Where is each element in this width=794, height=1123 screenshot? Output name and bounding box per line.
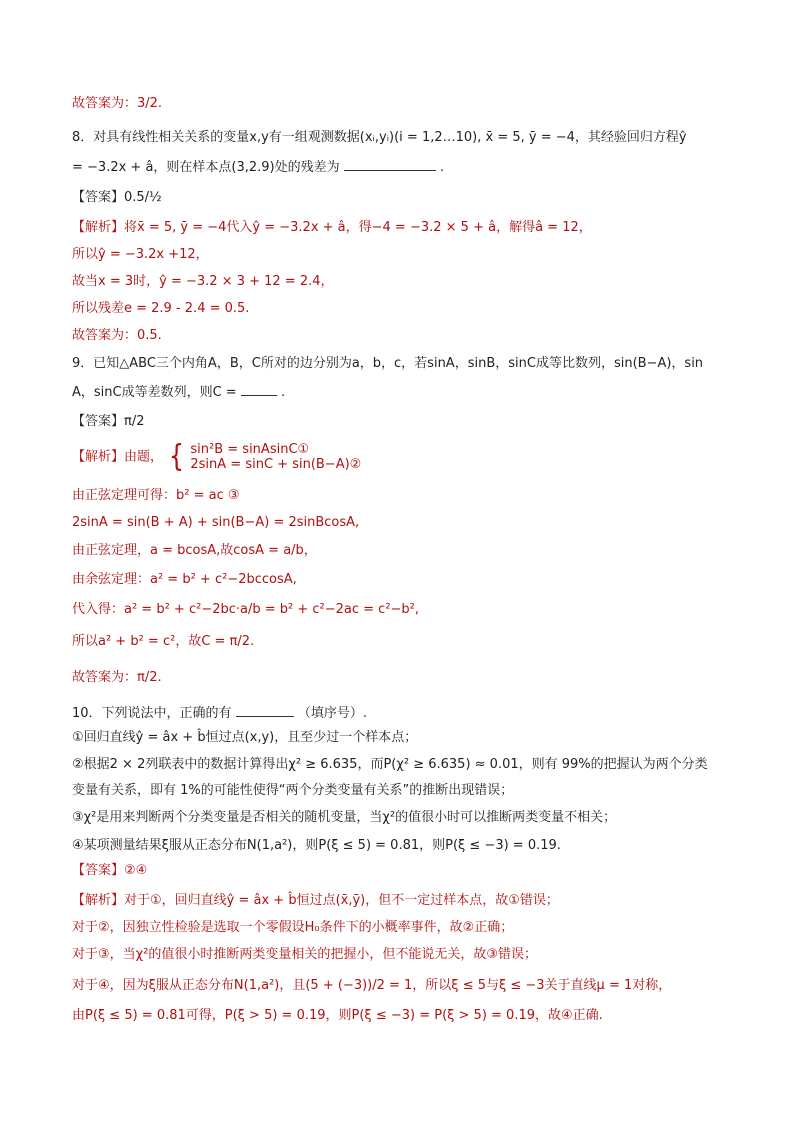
question-9-line2: A，sinC成等差数列，则C = (72, 385, 237, 400)
solution-q9-line2: 由正弦定理可得：b² = ac ③ (72, 488, 240, 503)
question-10-line1: 10．下列说法中，正确的有 (72, 706, 232, 721)
solution-q8-line5: 故答案为：0.5. (72, 328, 162, 343)
option-1: ①回归直线ŷ = âx + b̂恒过点(x,y)，且至少过一个样本点； (72, 730, 418, 745)
solution-q9-line4: 由正弦定理，a = bcosA,故cosA = a/b， (72, 543, 317, 558)
solution-q10-line5: 由P(ξ ≤ 5) = 0.81可得，P(ξ > 5) = 0.19，则P(ξ ≤ −3) = P(ξ > 5) = 0.19，故④正确. (72, 1008, 603, 1023)
equation-2: 2sinA = sinC + sin(B−A)② (190, 457, 362, 472)
answer-blank (241, 381, 277, 396)
solution-q10-line3: 对于③，当χ²的值很小时推断两类变量相关的把握小，但不能说无关，故③错误； (72, 947, 538, 962)
equation-1: sin²B = sinAsinC① (190, 442, 310, 457)
solution-q10-line4: 对于④，因为ξ服从正态分布N(1,a²)，且(5 + (−3))/2 = 1，所以ξ ≤ 5与ξ ≤ −3关于直线μ = 1对称， (72, 978, 672, 993)
solution-q8-line4: 所以残差e = 2.9 - 2.4 = 0.5. (72, 301, 250, 316)
question-9-period: . (280, 385, 286, 400)
solution-q9-label: 【解析】由题， (72, 449, 164, 465)
solution-q9-line3: 2sinA = sin(B + A) + sin(B−A) = 2sinBcosA, (72, 515, 360, 530)
solution-q9-line8: 故答案为：π/2. (72, 670, 162, 685)
answer-q9: 【答案】π/2 (72, 414, 145, 429)
question-10-text (72, 702, 367, 724)
answer-line-q7: 故答案为：3/2. (72, 96, 163, 111)
question-8-text: 8．对具有线性相关关系的变量x,y有一组观测数据(xᵢ,yᵢ)(i = 1,2…10), x̄ = 5, ȳ = −4，其经验回归方程ŷ (72, 130, 687, 145)
question-9-text-cont (72, 381, 285, 403)
question-8-period: . (439, 160, 445, 175)
solution-q10-line2: 对于②，因独立性检验是选取一个零假设H₀条件下的小概率事件，故②正确； (72, 920, 514, 935)
solution-q9-line6: 代入得：a² = b² + c²−2bc·a/b = b² + c²−2ac = c²−b², (72, 602, 420, 617)
solution-q8-line1: 【解析】将x̄ = 5, ȳ = −4代入ŷ = −3.2x + â，得−4 = −3.2 × 5 + â，解得â = 12， (72, 220, 592, 235)
equation-system (167, 439, 362, 474)
option-2: ②根据2 × 2列联表中的数据计算得出χ² ≥ 6.635，而P(χ² ≥ 6.635) ≈ 0.01，则有 99%的把握认为两个分类 (72, 757, 708, 772)
left-brace-icon: { (169, 439, 185, 474)
answer-blank (344, 156, 436, 171)
solution-q9-line7: 所以a² + b² = c²，故C = π/2. (72, 634, 255, 649)
solution-q8-line2: 所以ŷ = −3.2x +12， (72, 247, 209, 262)
answer-q10: 【答案】②④ (72, 863, 148, 878)
question-8-line2: = −3.2x + â，则在样本点(3,2.9)处的残差为 (72, 160, 340, 175)
solution-q9-line1 (72, 439, 362, 474)
answer-q8: 【答案】0.5/½ (72, 190, 162, 205)
option-2-cont: 变量有关系，即有 1%的可能性使得“两个分类变量有关系”的推断出现错误； (72, 783, 514, 798)
question-8-text-cont (72, 156, 444, 178)
solution-q9-line5: 由余弦定理：a² = b² + c²−2bccosA, (72, 572, 297, 587)
option-3: ③χ²是用来判断两个分类变量是否相关的随机变量，当χ²的值很小时可以推断两类变量不相关； (72, 810, 617, 825)
solution-q8-line3: 故当x = 3时，ŷ = −3.2 × 3 + 12 = 2.4， (72, 274, 334, 289)
answer-blank (236, 702, 294, 717)
question-10-suffix: （填序号）. (297, 706, 367, 721)
solution-q10-line1: 【解析】对于①，回归直线ŷ = âx + b̂恒过点(x̄,ȳ)，但不一定过样本点，故①错误； (72, 893, 559, 908)
option-4: ④某项测量结果ξ服从正态分布N(1,a²)，则P(ξ ≤ 5) = 0.81，则P(ξ ≤ −3) = 0.19. (72, 838, 561, 853)
question-9-text: 9．已知△ABC三个内角A，B，C所对的边分别为a，b，c，若sinA，sinB，sinC成等比数列，sin(B−A)，sin (72, 356, 704, 371)
